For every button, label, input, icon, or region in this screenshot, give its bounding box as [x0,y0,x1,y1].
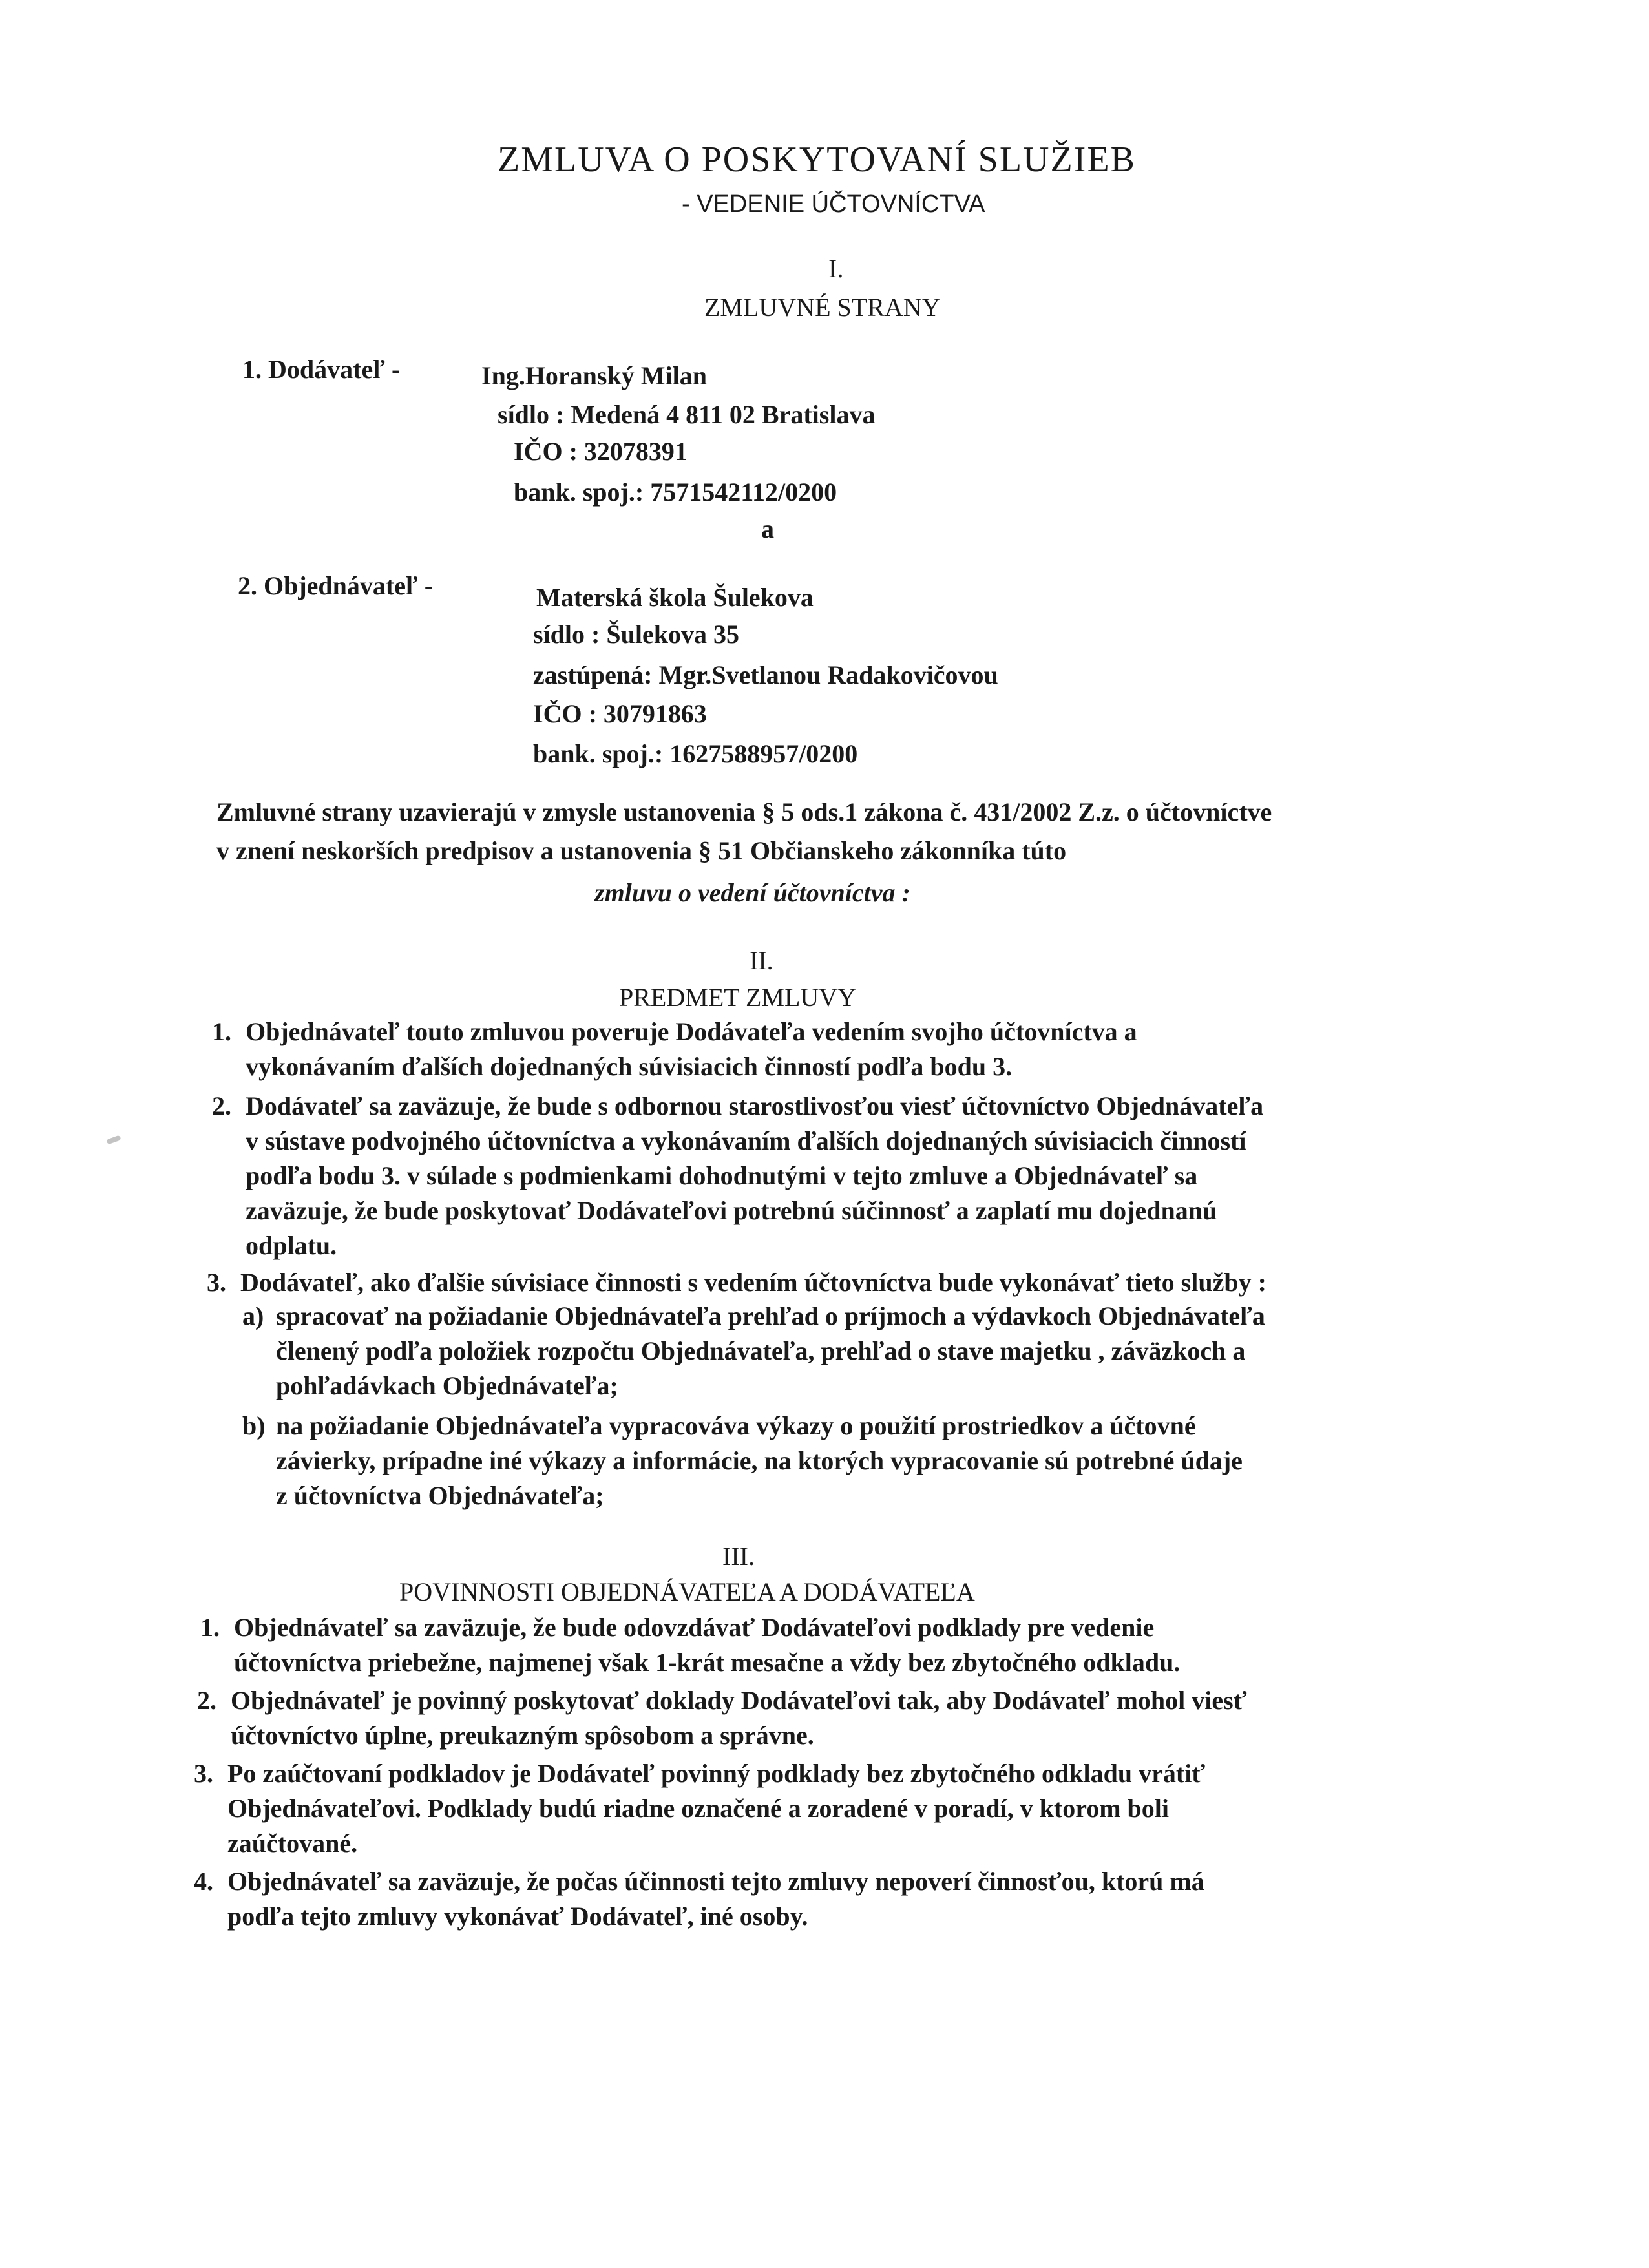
party-2-representative: zastúpená: Mgr.Svetlanou Radakovičovou [533,660,998,689]
s2-item-2-line-3: podľa bodu 3. v súlade s podmienkami dohodnutými v tejto zmluve a Objednávateľ sa [246,1161,1198,1190]
s3-item-3-num: 3. [194,1759,213,1788]
s3-item-1 [200,1610,1180,1680]
s2-item-1-line-2: vykonávaním ďalších dojednaných súvisiacich činností podľa bodu 3. [246,1052,1013,1081]
s2-item-2-line-2: v sústave podvojného účtovníctva a vykonávaním ďalších dojednaných súvisiacich činností [246,1126,1246,1155]
s3-item-1-num: 1. [200,1613,220,1642]
s2-subitem-a-letter: a) [242,1301,264,1330]
s2-item-2-line-4: zaväzuje, že bude poskytovať Dodávateľovi potrebnú súčinnosť a zaplatí mu dojednanú [246,1196,1217,1225]
s2-item-2 [212,1089,1263,1263]
preamble-line-1: Zmluvné strany uzavierajú v zmysle ustanovenia § 5 ods.1 zákona č. 431/2002 Z.z. o účtovníctve [216,797,1272,826]
s3-item-2-num: 2. [197,1686,216,1715]
preamble-italic: zmluvu o vedení účtovníctva : [594,878,910,907]
s2-item-1-line-1: Objednávateľ touto zmluvou poveruje Dodávateľa vedením svojho účtovníctva a [246,1017,1137,1046]
section-1-numeral: I. [828,254,844,283]
s2-item-1 [212,1014,1137,1084]
section-1-heading: ZMLUVNÉ STRANY [704,293,941,322]
s3-item-2-line-2: účtovníctvo úplne, preukazným spôsobom a správne. [231,1721,814,1750]
s2-item-2-num: 2. [212,1091,231,1120]
party-1-label: 1. Dodávateľ - [242,355,401,384]
s2-subitem-b-line-2: závierky, prípadne iné výkazy a informácie, na ktorých vypracovanie sú potrebné údaje [276,1446,1243,1475]
s3-item-4-num: 4. [194,1867,213,1896]
s3-item-3-line-1: Po zaúčtovaní podkladov je Dodávateľ povinný podklady bez zbytočného odkladu vrátiť [227,1759,1206,1788]
section-2-numeral: II. [750,946,773,975]
s2-item-2-line-5: odplatu. [246,1231,337,1260]
s2-subitem-b-letter: b) [242,1411,266,1440]
section-2-heading: PREDMET ZMLUVY [619,983,857,1012]
s2-item-2-line-1: Dodávateľ sa zaväzuje, že bude s odbornou starostlivosťou viesť účtovníctvo Objednávateľa [246,1091,1264,1120]
s3-item-3-line-3: zaúčtované. [227,1829,358,1858]
document-title: ZMLUVA O POSKYTOVANÍ SLUŽIEB [498,140,1136,180]
conjunction: a [761,514,774,543]
s2-item-1-num: 1. [212,1017,231,1046]
s3-item-4 [194,1864,1204,1934]
party-2-ico: IČO : 30791863 [533,699,707,728]
section-3-heading: POVINNOSTI OBJEDNÁVATEĽA A DODÁVATEĽA [399,1577,975,1606]
party-1-name: Ing.Horanský Milan [481,361,707,390]
s3-item-1-line-1: Objednávateľ sa zaväzuje, že bude odovzdávať Dodávateľovi podklady pre vedenie [234,1613,1155,1642]
s3-item-4-line-2: podľa tejto zmluvy vykonávať Dodávateľ, iné osoby. [227,1902,808,1931]
party-1-address: sídlo : Medená 4 811 02 Bratislava [498,400,876,429]
s2-subitem-a-line-3: pohľadávkach Objednávateľa; [276,1371,618,1400]
party-2-name: Materská škola Šulekova [536,583,814,612]
document-subtitle: - VEDENIE ÚČTOVNÍCTVA [682,191,985,218]
s3-item-3 [194,1756,1205,1861]
party-2-address: sídlo : Šulekova 35 [533,620,739,649]
s2-subitem-b [242,1409,1243,1513]
s2-item-3 [207,1265,1266,1300]
party-1-ico: IČO : 32078391 [514,437,688,466]
s2-subitem-a-line-2: členený podľa položiek rozpočtu Objednávateľa, prehľad o stave majetku , záväzkoch a [276,1336,1246,1365]
s3-item-4-line-1: Objednávateľ sa zaväzuje, že počas účinnosti tejto zmluvy nepoverí činnosťou, ktorú má [227,1867,1204,1896]
s2-subitem-b-line-3: z účtovníctva Objednávateľa; [276,1481,604,1510]
party-2-label: 2. Objednávateľ - [238,571,434,600]
s2-item-3-line-1: Dodávateľ, ako ďalšie súvisiace činnosti s vedením účtovníctva bude vykonávať tieto služby : [240,1268,1266,1297]
s3-item-3-line-2: Objednávateľovi. Podklady budú riadne označené a zoradené v poradí, v ktorom boli [227,1794,1170,1823]
s2-item-3-num: 3. [207,1268,226,1297]
preamble-line-2: v znení neskorších predpisov a ustanovenia § 51 Občianskeho zákonníka túto [216,836,1067,865]
s3-item-2 [197,1683,1247,1753]
party-1-bank: bank. spoj.: 7571542112/0200 [514,478,837,507]
s2-subitem-a [242,1299,1265,1403]
s2-subitem-b-line-1: na požiadanie Objednávateľa vypracováva výkazy o použití prostriedkov a účtovné [276,1411,1196,1440]
s2-subitem-a-line-1: spracovať na požiadanie Objednávateľa prehľad o príjmoch a výdavkoch Objednávateľa [276,1301,1265,1330]
party-2-bank: bank. spoj.: 1627588957/0200 [533,739,858,768]
section-3-numeral: III. [722,1542,755,1571]
s3-item-2-line-1: Objednávateľ je povinný poskytovať doklady Dodávateľovi tak, aby Dodávateľ mohol viesť [231,1686,1247,1715]
s3-item-1-line-2: účtovníctva priebežne, najmenej však 1-krát mesačne a vždy bez zbytočného odkladu. [234,1648,1181,1677]
scan-speck [106,1135,121,1144]
